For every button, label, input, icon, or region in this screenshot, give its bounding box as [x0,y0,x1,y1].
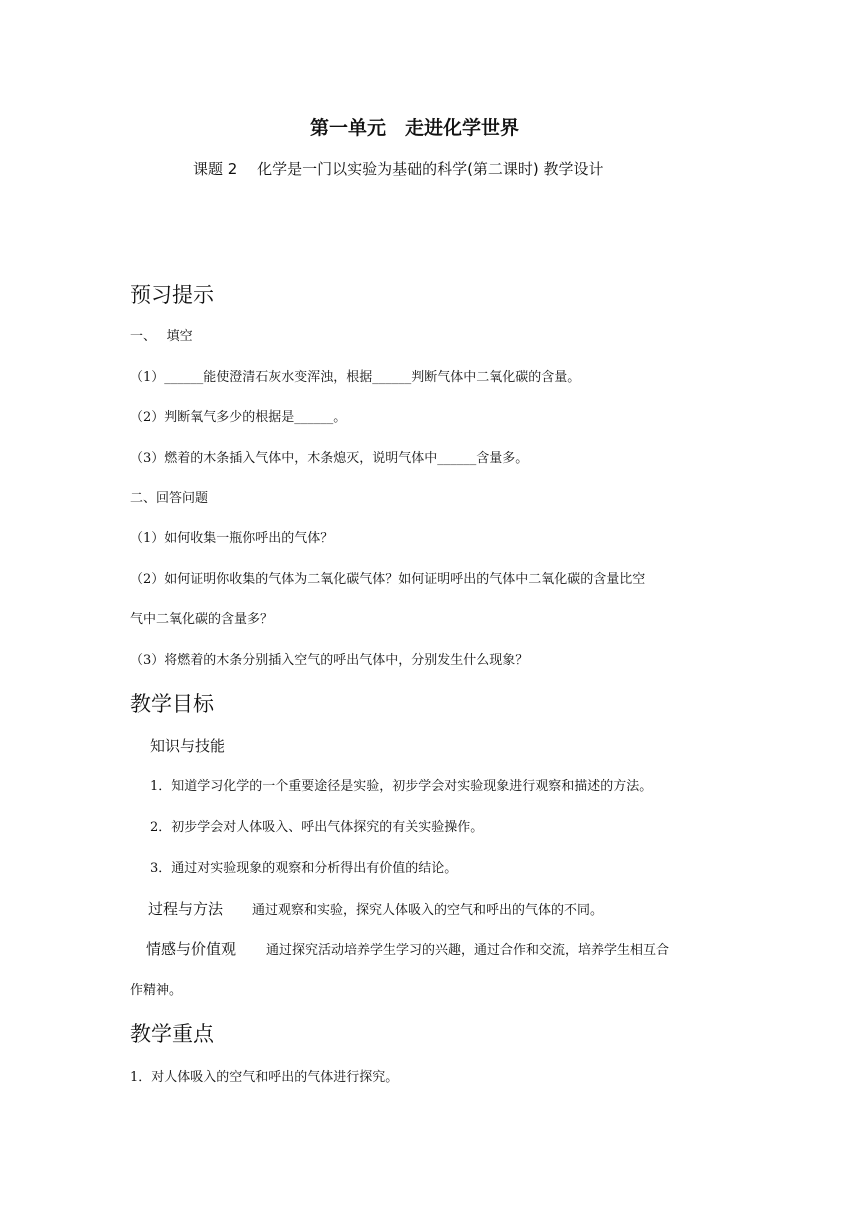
subheading-process: 过程与方法 [148,900,224,918]
fill-item: （1）______能使澄清石灰水变浑浊，根据______判断气体中二氧化碳的含量。 [130,370,581,385]
fill-item: （2）判断氧气多少的根据是______。 [130,410,347,425]
document-subtitle: 课题 2 化学是一门以实验为基础的科学(第二课时) 教学设计 [193,160,604,178]
qa-item: （1）如何收集一瓶你呼出的气体？ [130,531,334,546]
fill-item: （3）燃着的木条插入气体中，木条熄灭，说明气体中______含量多。 [130,451,529,466]
knowledge-item: 1．知道学习化学的一个重要途径是实验，初步学会对实验现象进行观察和描述的方法。 [150,779,653,794]
knowledge-item: 2．初步学会对人体吸入、呼出气体探究的有关实验操作。 [150,820,484,835]
process-text: 通过观察和实验，探究人体吸入的空气和呼出的气体的不同。 [252,903,604,918]
section-heading-preview: 预习提示 [130,283,214,307]
document-title: 第一单元 走进化学世界 [310,117,520,139]
key-point-item: 1．对人体吸入的空气和呼出的气体进行探究。 [130,1070,399,1085]
emotion-text: 通过探究活动培养学生学习的兴趣，通过合作和交流，培养学生相互合 [266,943,670,958]
qa-item: 气中二氧化碳的含量多？ [130,612,274,627]
qa-item: （2）如何证明你收集的气体为二氧化碳气体？如何证明呼出的气体中二氧化碳的含量比空 [130,572,646,587]
section-heading-objectives: 教学目标 [130,692,214,716]
fill-in-heading: 一、 填空 [130,329,193,344]
subheading-emotion: 情感与价值观 [146,940,237,958]
knowledge-item: 3．通过对实验现象的观察和分析得出有价值的结论。 [150,861,458,876]
subheading-knowledge: 知识与技能 [150,737,226,755]
qa-heading: 二、回答问题 [130,491,209,506]
section-heading-key-points: 教学重点 [130,1022,214,1046]
emotion-text-continued: 作精神。 [130,983,183,998]
qa-item: （3）将燃着的木条分别插入空气的呼出气体中，分别发生什么现象？ [130,653,529,668]
